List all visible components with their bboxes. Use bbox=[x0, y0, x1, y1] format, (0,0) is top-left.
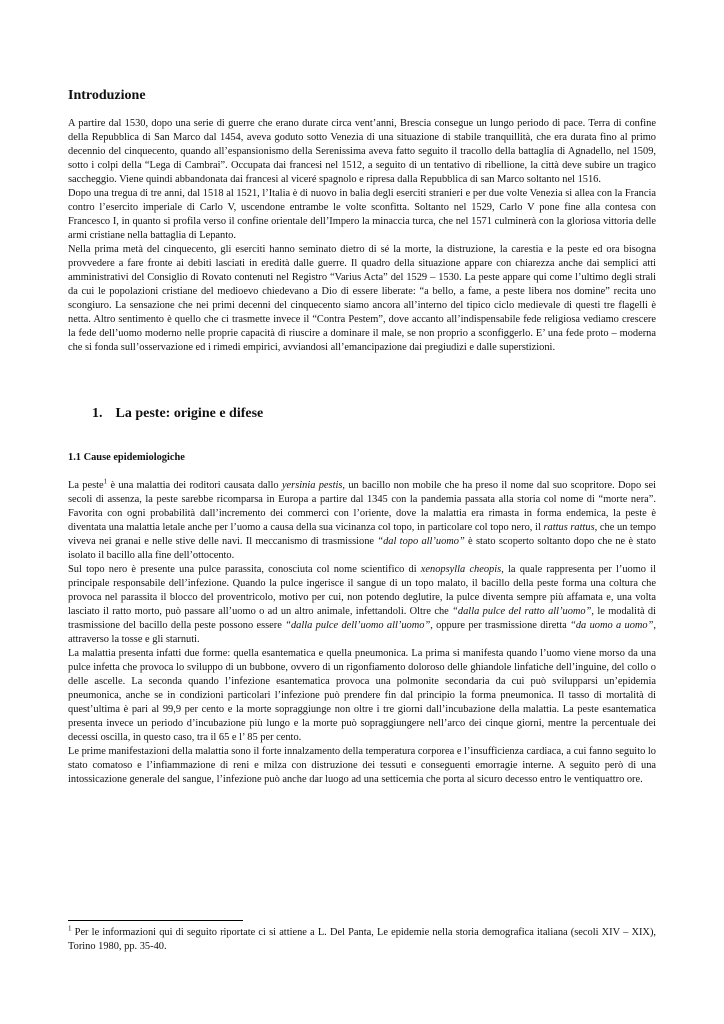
footnote-mark: 1 bbox=[68, 924, 72, 933]
italic-term: “dalla pulce del ratto all’uomo” bbox=[452, 606, 592, 617]
footnote-divider bbox=[68, 920, 243, 921]
intro-title: Introduzione bbox=[68, 88, 146, 103]
footnote bbox=[68, 926, 656, 954]
section-paragraph-2 bbox=[68, 563, 656, 647]
footnote-reference[interactable]: 1 bbox=[103, 477, 108, 486]
text-run: è una malattia dei roditori causata dallo bbox=[107, 480, 282, 491]
italic-term: “da uomo a uomo” bbox=[570, 620, 654, 631]
italic-term: xenopsylla cheopis bbox=[420, 564, 502, 575]
text-run: La peste bbox=[68, 480, 104, 491]
italic-term: “dal topo all’uomo” bbox=[377, 536, 465, 547]
page-content bbox=[68, 87, 656, 787]
italic-term: rattus rattus bbox=[543, 522, 595, 533]
section-1-number: 1. bbox=[92, 406, 103, 421]
intro-paragraph-2: Dopo una tregua di tre anni, dal 1518 al 1521, l’Italia è di nuovo in balia degli eserciti stranieri e per due volte Venezia si allea con la Francia contro l’esercito imperiale di Carlo V, uscendone entrambe le volte sconfitta. Soltanto nel 1529, Carlo V pone fine alla contesa con Francesco I, in quanto si profila verso il confine orientale dell’Impero la minaccia turca, che nel 1571 culminerà con la gloriosa vittoria delle armi cristiane nella battaglia di Lepanto. bbox=[68, 188, 656, 241]
text-run: Sul topo nero è presente una pulce parassita, conosciuta col nome scientifico di bbox=[68, 564, 421, 575]
text-run: , le modalità di trasmissione del bacillo della peste possono essere bbox=[68, 606, 657, 631]
section-1-title: La peste: origine e difese bbox=[115, 406, 264, 421]
section-paragraph-4: Le prime manifestazioni della malattia sono il forte innalzamento della temperatura corporea e l’insufficienza cardiaca, a cui fanno seguito lo stato comatoso e l’infiammazione di reni e milza con distruzione dei tessuti e conseguenti emorragie interne. A seguito però di una intossicazione generale del sangue, l’infezione può anche dar luogo ad una setticemia che porta al sicuro decesso entro le ventiquattro ore. bbox=[68, 746, 656, 785]
intro-paragraph-1: A partire dal 1530, dopo una serie di guerre che erano durate circa vent’anni, Brescia consegue un lungo periodo di pace. Terra di confine della Repubblica di San Marco dal 1454, aveva goduto sotto Venezia di una situazione di stabile tranquillità, che era durata fino al primo decennio del cinquecento, quando all’espansionismo della Serenissima aveva fatto seguito il tracollo della battaglia di Agnadello, nel 1509, sotto i colpi della “Lega di Cambrai”. Occupata dai francesi nel 1512, a seguito di un tentativo di ribellione, la città deve subire un tragico saccheggio. Viene quindi abbandonata dai francesi al viceré spagnolo e ripresa dalla Repubblica di san Marco soltanto nel 1516. bbox=[68, 118, 656, 185]
intro-paragraph-3: Nella prima metà del cinquecento, gli eserciti hanno seminato dietro di sé la morte, la distruzione, la carestia e la peste ed ora bisogna provvedere a fare fronte ai debiti lasciati in eredità dalle guerre. Il quadro della situazione appare con chiarezza anche dai semplici atti amministrativi del Consiglio di Rovato contenuti nel Registro “Varius Acta” del 1529 – 1530. La peste appare qui come l’ultimo degli strali da cui le popolazioni cristiane del medioevo chiedevano a Dio di essere liberate: “a bello, a fame, a peste libera nos domine” recita uno scongiuro. La sensazione che nei primi decenni del cinquecento siamo ancora all’interno del tipico ciclo medievale di questi tre flagelli è netta. Altro sentimento è quello che ci trasmette invece il “Contra Pestem”, dove accanto all’indispensabile fede religiosa vediamo crescere la fede dell’uomo moderno nelle proprie capacità di riuscire a dominare il male, se non proprio a sconfiggerlo. E’ una fede proto – moderna che si fonda sull’osservazione ed i rimedi empirici, avviandosi all’emancipazione dai pregiudizi e dalle superstizioni. bbox=[68, 244, 656, 353]
footnote-text: Per le informazioni qui di seguito riportate ci si attiene a L. Del Panta, Le epidemie nella storia demografica italiana (secoli XIV – XIX), Torino 1980, pp. 35-40. bbox=[68, 927, 656, 952]
text-run: è stato scoperto soltanto dopo che ne è stato isolato il bacillo alla fine dell’ottocento. bbox=[68, 536, 656, 561]
text-run: , la quale rappresenta per l’uomo il principale responsabile dell’infezione. Quando la pulce ingerisce il sangue di un topo malato, il bacillo della peste forma una coltura che provoca nel parassita il blocco del proventricolo, motivo per cui, non potendo deglutire, la pulce diventa sempre più affamata e, una volta lasciato il ratto morto, può passare all’uomo o ad un altro animale, infettandoli. Oltre che bbox=[68, 564, 656, 617]
text-run: , attraverso la tosse e gli starnuti. bbox=[68, 620, 656, 645]
section-paragraph-1 bbox=[68, 479, 656, 563]
section-paragraph-3: La malattia presenta infatti due forme: quella esantematica e quella pneumonica. La prima si manifesta quando l’uomo viene morso da una pulce infetta che provoca lo sviluppo di un bubbone, ovvero di un rigonfiamento doloroso delle ghiandole linfatiche dell’inguine, del collo o delle ascelle. La seconda quando l’infezione esantematica provoca una polmonite secondaria da cui può svilupparsi un’epidemia pneumonica, anche se in condizioni particolari l’infezione può prendere fin dal principio la forma pneumonica. Il tasso di mortalità di quest’ultima è pari al 99,9 per cento e la morte sopraggiunge non oltre i tre giorni dall’incubazione della malattia. La peste esantematica presenta invece un periodo d’incubazione più lungo e la morte può sopraggiungere nell’arco dei cinque giorni, mentre la percentuale dei decessi oscilla, in questo caso, tra il 65 e l’ 85 per cento. bbox=[68, 648, 656, 743]
text-run: , oppure per trasmissione diretta bbox=[430, 620, 571, 631]
section-1-heading bbox=[92, 405, 656, 423]
text-run: , che un tempo viveva nei granai e nelle stive delle navi. Il meccanismo di trasmissione bbox=[68, 522, 657, 547]
subsection-1-1-heading: 1.1 Cause epidemiologiche bbox=[68, 452, 185, 463]
text-run: , un bacillo non mobile che ha preso il nome dal suo scopritore. Dopo sei secoli di assenza, la peste sarebbe ricomparsa in Europa a partire dal 1345 con la pandemia passata alla storia col nome di “morte nera”. Favorita con ogni probabilità dall’incremento dei commerci con l’oriente, dove la malattia era rimasta in forma endemica, la peste è diventata una malattia letale anche per l’uomo a causa della sua vicinanza col topo, in particolare col topo nero, il bbox=[68, 480, 657, 533]
italic-term: “dalla pulce dell’uomo all’uomo” bbox=[285, 620, 431, 631]
italic-term: yersinia pestis bbox=[281, 480, 343, 491]
